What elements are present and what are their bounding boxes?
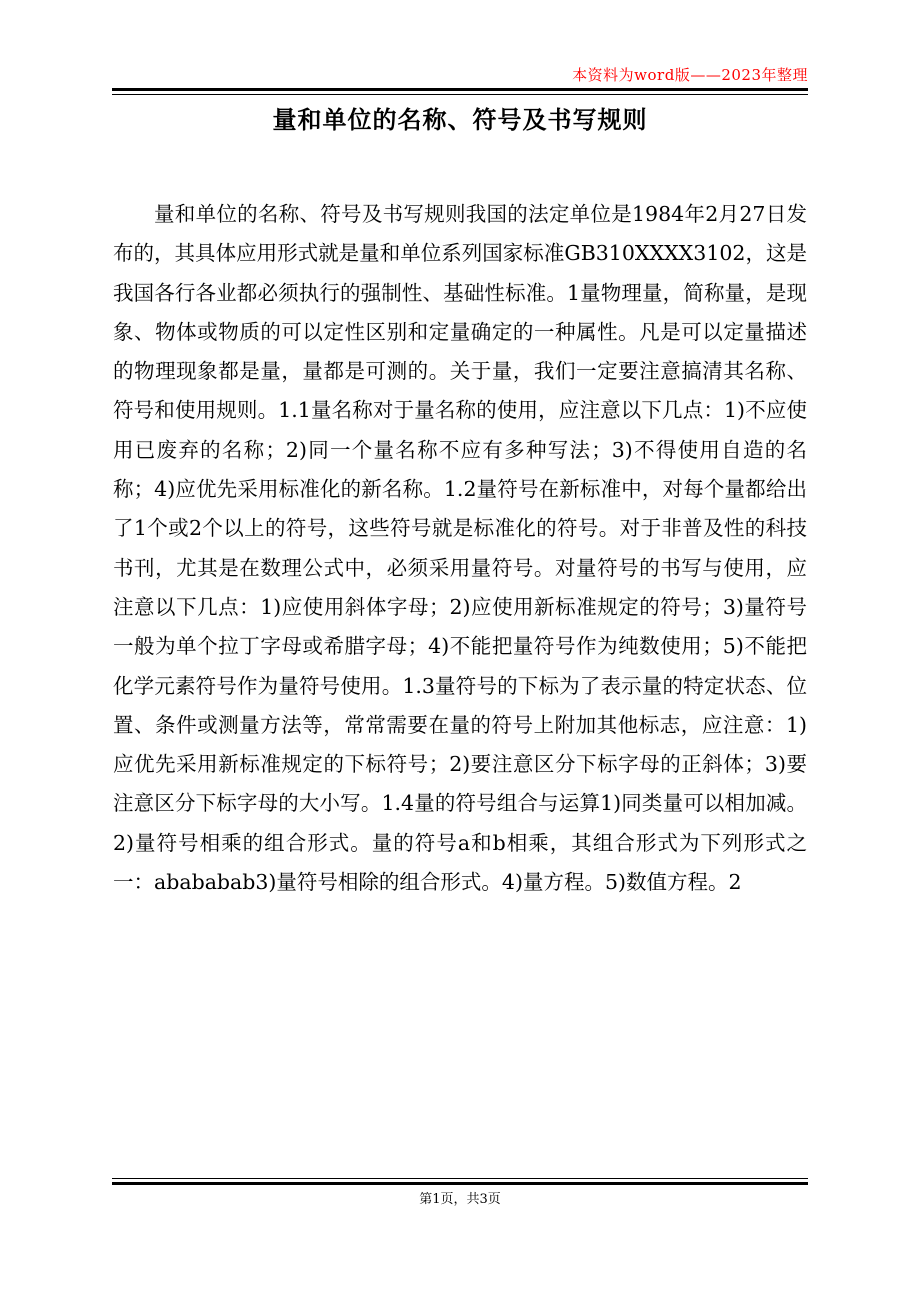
- document-body: 量和单位的名称、符号及书写规则我国的法定单位是1984年2月27日发布的，其具体应用形式就是量和单位系列国家标准GB310XXXX3102，这是我国各行各业都必须执行的强制性、基础性标准。1量物理量，简称量，是现象、物体或物质的可以定性区别和定量确定的一种属性。凡是可以定量描述的物理现象都是量，量都是可测的。关于量，我们一定要注意搞清其名称、符号和使用规则。1.1量名称对于量名称的使用，应注意以下几点：1)不应使用已废弃的名称；2)同一个量名称不应有多种写法；3)不得使用自造的名称；4)应优先采用标准化的新名称。1.2量符号在新标准中，对每个量都给出了1个或2个以上的符号，这些符号就是标准化的符号。对于非普及性的科技书刊，尤其是在数理公式中，必须采用量符号。对量符号的书写与使用，应注意以下几点：1)应使用斜体字母；2)应使用新标准规定的符号；3)量符号一般为单个拉丁字母或希腊字母；4)不能把量符号作为纯数使用；5)不能把化学元素符号作为量符号使用。1.3量符号的下标为了表示量的特定状态、位置、条件或测量方法等，常常需要在量的符号上附加其他标志，应注意：1)应优先采用新标准规定的下标符号；2)要注意区分下标字母的正斜体；3)要注意区分下标字母的大小写。1.4量的符号组合与运算1)同类量可以相加减。2)量符号相乘的组合形式。量的符号a和b相乘，其组合形式为下列形式之一：abababab3)量符号相除的组合形式。4)量方程。5)数值方程。2: [113, 202, 807, 895]
- footer-rule-thick: [112, 1182, 808, 1185]
- header-rule-thick: [112, 88, 808, 91]
- document-title: 量和单位的名称、符号及书写规则: [272, 105, 648, 134]
- header-rule-thin: [112, 94, 808, 95]
- header-note: 本资料为word版——2023年整理: [572, 66, 808, 84]
- page-number: 第1页，共3页: [419, 1192, 501, 1207]
- footer-rule-thin: [112, 1178, 808, 1179]
